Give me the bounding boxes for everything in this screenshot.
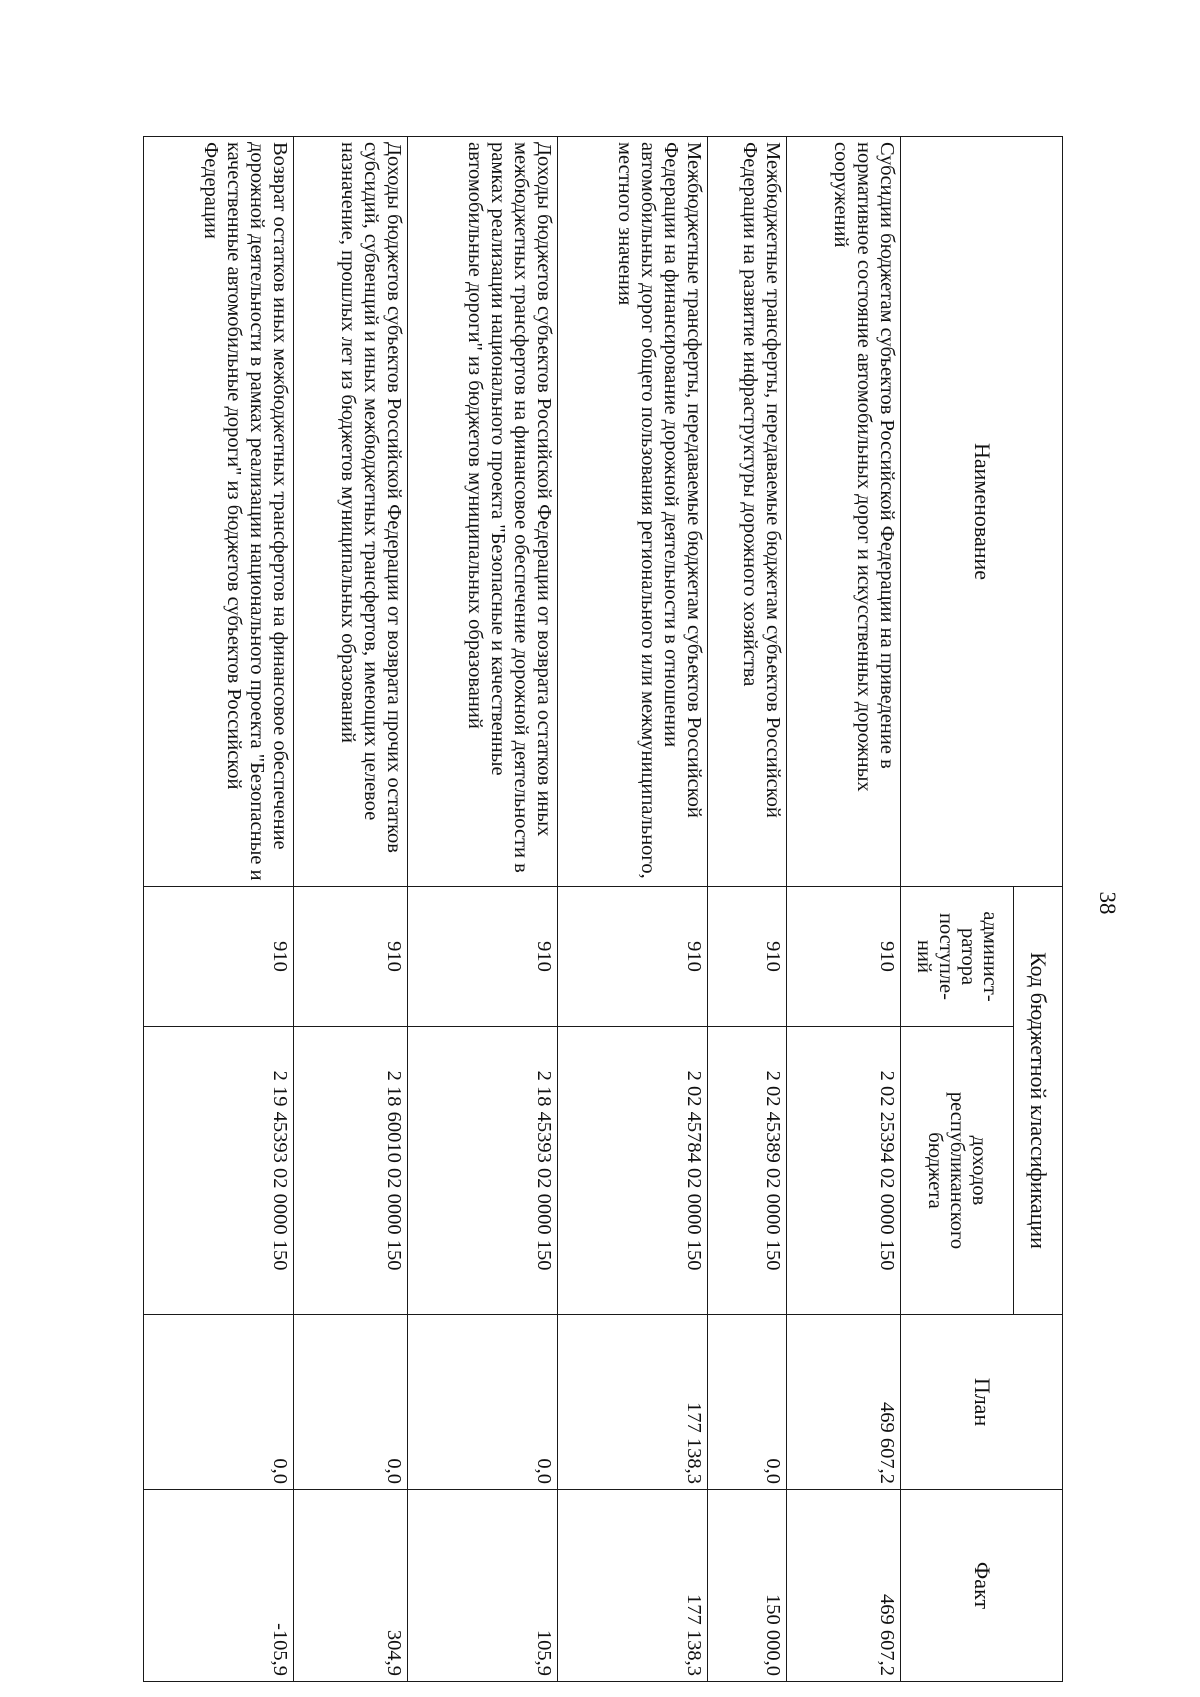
header-admin-code-text: админист- ратора поступле- ний: [912, 911, 1002, 1002]
table-row: [408, 137, 558, 1682]
header-income-code-text: доходов республиканского бюджета: [923, 1091, 991, 1250]
row-income-code: 2 02 25394 02 0000 150: [786, 1027, 900, 1315]
row-name: Возврат остатков иных межбюджетных трансфертов на финансовое обеспечение дорожной деятельности в рамках реализации национального проекта "Безопасные и качественные автомобильные дороги" из бюджетов субъектов Российской Федерации: [144, 137, 294, 887]
header-name: Наименование: [901, 137, 1063, 887]
header-fact: Факт: [901, 1490, 1063, 1682]
row-admin-code: 910: [144, 887, 294, 1027]
landscape-table-wrapper: [143, 136, 1063, 1681]
rotated-page-content: [143, 136, 1063, 1681]
row-plan: 0,0: [408, 1315, 558, 1490]
row-income-code: 2 18 60010 02 0000 150: [293, 1027, 407, 1315]
header-code-group: Код бюджетной классификации: [1014, 887, 1063, 1315]
header-income-code: [901, 1027, 1014, 1315]
row-plan: 177 138,3: [558, 1315, 708, 1490]
row-plan: 0,0: [707, 1315, 786, 1490]
row-income-code: 2 19 45393 02 0000 150: [144, 1027, 294, 1315]
row-admin-code: 910: [558, 887, 708, 1027]
row-admin-code: 910: [293, 887, 407, 1027]
budget-revenue-table: [143, 136, 1063, 1682]
row-income-code: 2 02 45784 02 0000 150: [558, 1027, 708, 1315]
row-income-code: 2 18 45393 02 0000 150: [408, 1027, 558, 1315]
header-admin-code: [901, 887, 1014, 1027]
row-name: Доходы бюджетов субъектов Российской Федерации от возврата остатков иных межбюджетных трансфертов на финансовое обеспечение дорожной деятельности в рамках реализации национального проекта "Безопасные и качественные автомобильные дороги" из бюджетов муниципальных образований: [408, 137, 558, 887]
page-number: 38: [1095, 891, 1120, 915]
row-admin-code: 910: [408, 887, 558, 1027]
row-fact: -105,9: [144, 1490, 294, 1682]
table-row: [558, 137, 708, 1682]
row-name: Доходы бюджетов субъектов Российской Федерации от возврата прочих остатков субсидий, субвенций и иных межбюджетных трансфертов, имеющих целевое назначение, прошлых лет из бюджетов муниципальных образований: [293, 137, 407, 887]
header-plan: План: [901, 1315, 1063, 1490]
row-admin-code: 910: [786, 887, 900, 1027]
row-plan: 469 607,2: [786, 1315, 900, 1490]
row-fact: 469 607,2: [786, 1490, 900, 1682]
row-name: Межбюджетные трансферты, передаваемые бюджетам субъектов Российской Федерации на развитие инфраструктуры дорожного хозяйства: [707, 137, 786, 887]
row-name: Межбюджетные трансферты, передаваемые бюджетам субъектов Российской Федерации на финансирование дорожной деятельности в отношении автомобильных дорог общего пользования регионального или межмуниципального, местного значения: [558, 137, 708, 887]
row-fact: 105,9: [408, 1490, 558, 1682]
row-income-code: 2 02 45389 02 0000 150: [707, 1027, 786, 1315]
row-fact: 150 000,0: [707, 1490, 786, 1682]
table-row: [707, 137, 786, 1682]
table-row: [293, 137, 407, 1682]
row-admin-code: 910: [707, 887, 786, 1027]
table-header-row: [1014, 137, 1063, 1682]
row-fact: 304,9: [293, 1490, 407, 1682]
row-name: Субсидии бюджетам субъектов Российской Федерации на приведение в нормативное состояние автомобильных дорог и искусственных дорожных сооружений: [786, 137, 900, 887]
row-fact: 177 138,3: [558, 1490, 708, 1682]
table-row: [144, 137, 294, 1682]
row-plan: 0,0: [144, 1315, 294, 1490]
table-row: [786, 137, 900, 1682]
row-plan: 0,0: [293, 1315, 407, 1490]
